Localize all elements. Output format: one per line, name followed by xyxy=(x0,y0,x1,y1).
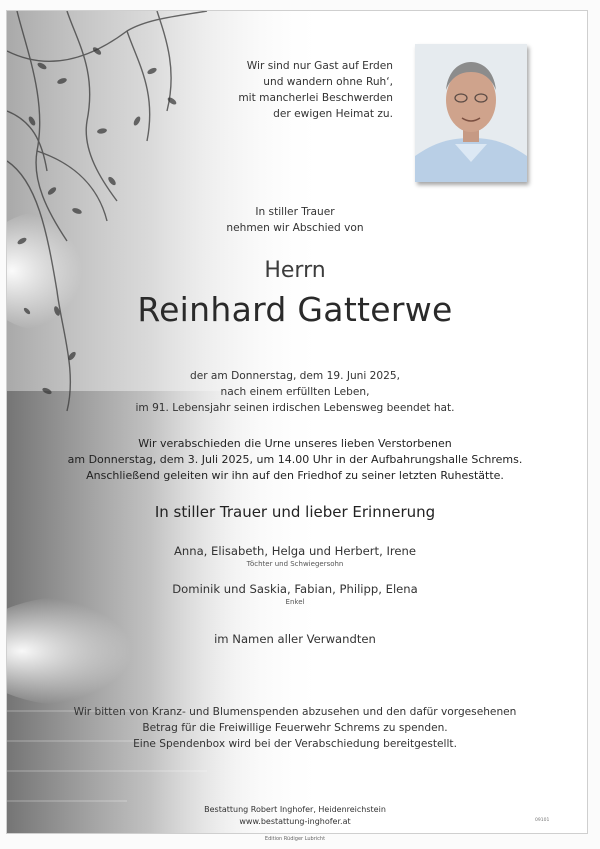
ceremony-line: Anschließend geleiten wir ihn auf den Friedhof zu seiner letzten Ruhestätte. xyxy=(86,469,504,482)
death-notice-line: der am Donnerstag, dem 19. Juni 2025, xyxy=(189,370,401,382)
mourner-names: Dominik und Saskia, Fabian, Philipp, Elena xyxy=(172,582,418,596)
death-notice xyxy=(60,368,530,416)
poem-line: mit mancherlei Beschwerden xyxy=(238,92,393,104)
funeral-home xyxy=(60,804,530,828)
poem-line: Wir sind nur Gast auf Erden xyxy=(246,60,393,72)
remembrance-heading: In stiller Trauer und lieber Erinnerung xyxy=(154,503,436,521)
edition-credit: Edition Rüdiger Lubricht xyxy=(264,836,326,842)
ceremony-line: Wir verabschieden die Urne unseres lieben Verstorbenen xyxy=(138,437,452,450)
intro-line: In stiller Trauer xyxy=(255,206,335,218)
ceremony-line: am Donnerstag, dem 3. Juli 2025, um 14.00 Uhr in der Aufbahrungshalle Schrems. xyxy=(67,453,523,466)
poem xyxy=(205,58,393,122)
donation-line: Wir bitten von Kranz- und Blumenspenden abzusehen und den dafür vorgesehenen xyxy=(73,706,517,718)
portrait-image xyxy=(415,44,527,182)
deceased-name: Reinhard Gatterwe xyxy=(137,290,453,329)
mourner-relation: Töchter und Schwiegersohn xyxy=(246,560,344,568)
salutation: Herrn xyxy=(264,258,326,283)
relatives-line: im Namen aller Verwandten xyxy=(214,632,376,646)
portrait-photo xyxy=(415,44,527,182)
print-code: 09101 xyxy=(535,818,550,823)
mourner-names: Anna, Elisabeth, Helga und Herbert, Irene xyxy=(173,544,417,558)
poem-line: und wandern ohne Ruh‘, xyxy=(263,76,393,88)
intro-text xyxy=(60,204,530,236)
donation-notice xyxy=(60,704,530,752)
funeral-home-website: www.bestattung-inghofer.at xyxy=(239,817,351,826)
donation-line: Eine Spendenbox wird bei der Verabschiedung bereitgestellt. xyxy=(133,738,457,750)
poem-line: der ewigen Heimat zu. xyxy=(273,108,393,120)
donation-line: Betrag für die Freiwillige Feuerwehr Schrems zu spenden. xyxy=(142,722,448,734)
ceremony-notice xyxy=(60,436,530,484)
intro-line: nehmen wir Abschied von xyxy=(226,222,364,234)
mourner-relation: Enkel xyxy=(285,598,305,606)
funeral-home-name: Bestattung Robert Inghofer, Heidenreichstein xyxy=(204,805,386,814)
death-notice-line: nach einem erfüllten Leben, xyxy=(220,386,370,398)
death-notice-line: im 91. Lebensjahr seinen irdischen Lebensweg beendet hat. xyxy=(135,402,455,414)
